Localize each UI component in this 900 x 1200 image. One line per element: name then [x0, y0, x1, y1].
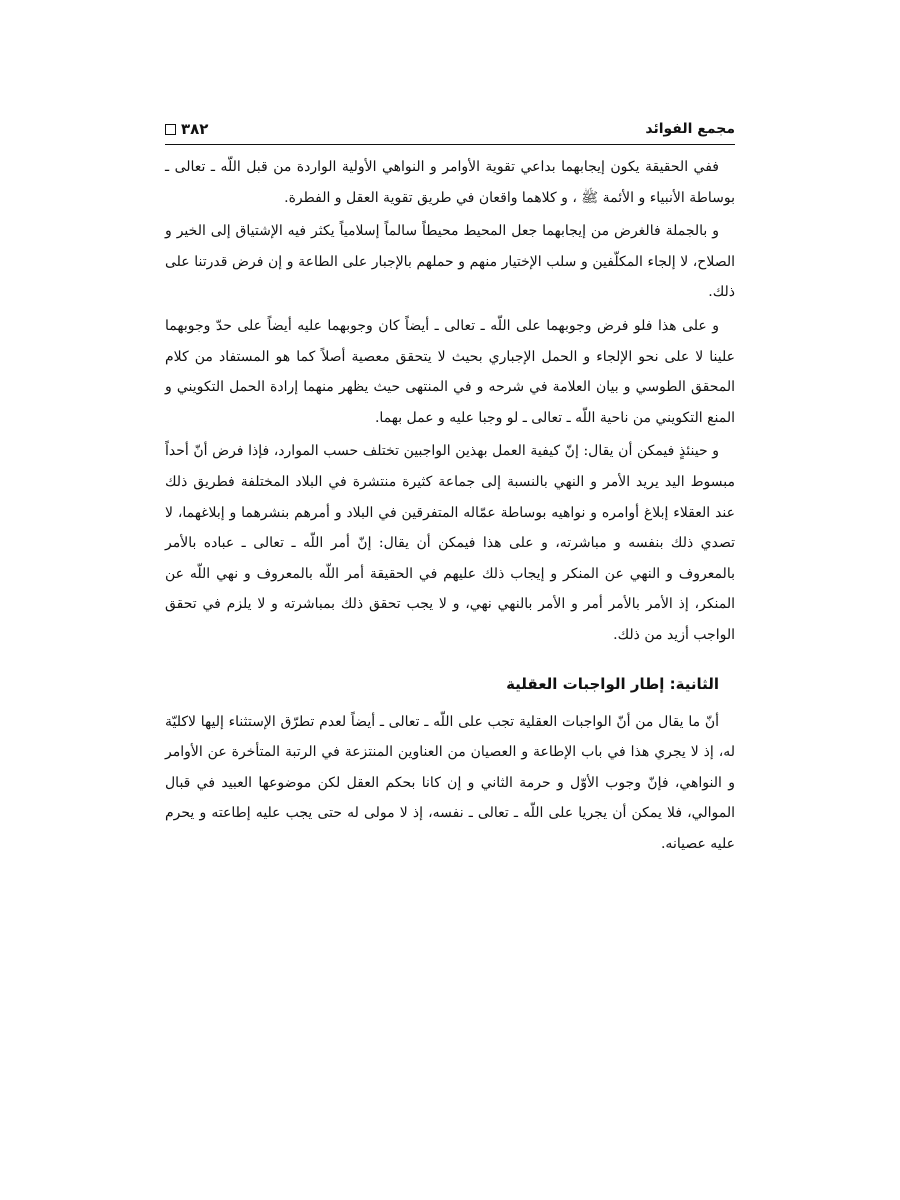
paragraph: و على هذا فلو فرض وجوبهما على اللّه ـ تعالى ـ أيضاً كان وجوبهما عليه أيضاً على حدّ وجوبهما علينا لا على نحو الإلجاء و الحمل الإجباري بحيث لا يتحقق معصية أصلاً كما هو المستفاد من كلام المحقق الطوسي و بيان العلامة في شرحه و في المنتهى حيث يظهر منهما إرادة الحمل التكويني و المنع التكويني من ناحية اللّه ـ تعالى ـ لو وجبا عليه و عمل بهما. [165, 317, 735, 426]
running-title: مجمع الفوائد [645, 121, 735, 137]
square-marker-icon [165, 124, 176, 135]
header-rule [165, 144, 735, 145]
section-heading: الثانية: إطار الواجبات العقلية [506, 674, 719, 693]
paragraph: و حينئذٍ فيمكن أن يقال: إنّ كيفية العمل بهذين الواجبين تختلف حسب الموارد، فإذا فرض أنّ أحداً مبسوط اليد يريد الأمر و النهي بالنسبة إلى جماعة كثيرة منتشرة في البلاد المختلفة فطريق ذلك عند العقلاء إبلاغ أوامره و نواهيه بوساطة عمّاله المتفرقين في البلاد و أمرهم بنشرهما و إبلاغهما، لا تصدي ذلك بنفسه و مباشرته، و على هذا فيمكن أن يقال: إنّ أمر اللّه ـ تعالى ـ عباده بالأمر بالمعروف و النهي عن المنكر و إيجاب ذلك عليهم في الحقيقة أمر اللّه بالمعروف و نهي اللّه عن المنكر، إذ الأمر بالأمر أمر و الأمر بالنهي نهي، و لا يجب تحقق ذلك بمباشرته و لا يلزم في تحقق الواجب أزيد من ذلك. [165, 443, 735, 643]
paragraph: أنّ ما يقال من أنّ الواجبات العقلية تجب على اللّه ـ تعالى ـ أيضاً لعدم تطرّق الإستثناء إليها لاكليّة له، إذ لا يجري هذا في باب الإطاعة و العصيان من العناوين المنتزعة في الرتبة المتأخرة عن الأوامر و النواهي، فإنّ وجوب الأوّل و حرمة الثاني و إن كانا بحكم العقل لكن موضوعها العبيد في قبال الموالي، فلا يمكن أن يجريا على اللّه ـ تعالى ـ نفسه، إذ لا مولى له حتى يجب عليه إطاعته و يحرم عليه عصيانه. [165, 713, 735, 852]
page-number-group [165, 120, 208, 138]
page-body [165, 152, 735, 862]
page-number: ٣٨٢ [181, 120, 209, 138]
page-header [165, 117, 735, 141]
paragraph: و بالجملة فالغرض من إيجابهما جعل المحيط محيطاً سالماً إسلامياً يكثر فيه الإشتياق إلى الخير و الصلاح، لا إلجاء المكلّفين و سلب الإختيار منهم و حملهم بالإجبار على الطاعة و إن فرض قدرتنا على ذلك. [165, 223, 735, 301]
paragraph: ففي الحقيقة يكون إيجابهما بداعي تقوية الأوامر و النواهي الأولية الواردة من قبل اللّه ـ تعالى ـ بوساطة الأنبياء و الأئمة ﷺ ، و كلاهما واقعان في طريق تقوية العقل و الفطرة. [165, 159, 735, 206]
